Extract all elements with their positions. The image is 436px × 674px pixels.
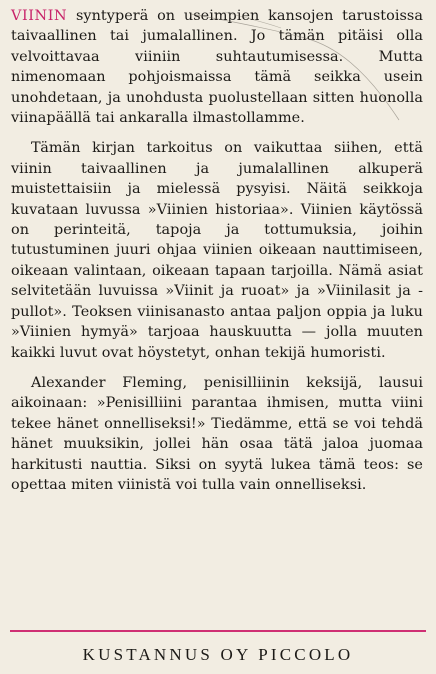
purpose-paragraph: Tämän kirjan tarkoitus on vaikuttaa siihen, että viinin taivaallinen ja jumalallinen alkuperä muistettaisiin ja mielessä pysyisi. Näitä seikkoja kuvataan luvussa »Viinien historiaa». Viinien käytössä on perinteitä, tapoja ja tottumuksia, joihin tutustuminen juuri ohjaa viinien oikeaan nauttimiseen, oikeaan valintaan, oikeaan tapaan tarjoilla. Nämä asiat selvitetään luvuissa »Viinit ja ruoat» ja »Viinilasit ja -pullot». Teoksen viinisanasto antaa paljon oppia ja luku »Viinien hymyä» tarjoaa hauskuutta — jolla muuten kaikki luvut ovat höystetyt, onhan tekijä humoristi.: [11, 140, 423, 361]
intro-paragraph: [11, 6, 423, 128]
divider-rule: [10, 630, 426, 632]
intro-paragraph-text: syntyperä on useimpien kansojen tarustoissa taivaallinen tai jumalallinen. Jo tämän pitäisi olla velvoittavaa viiniin suhtautumisessa. Mutta nimenomaan pohjoismaissa tämä seikka usein unohdetaan, ja unohdusta puolustellaan sitten huonolla viinapäällä tai ankaralla ilmastollamme.: [11, 8, 423, 127]
publisher-name: KUSTANNUS OY PICCOLO: [82, 645, 354, 664]
blurb-text: [11, 6, 423, 495]
fleming-paragraph: Alexander Fleming, penisilliinin keksijä, lausui aikoinaan: »Penisilliini parantaa ihmisen, mutta viini tekee hänet onnelliseksi!» Tiedämme, että se voi tehdä hänet muuksikin, jollei hän osaa tätä jaloa juomaa harkitusti nauttia. Siksi on syytä lukea tämä teos: se opettaa miten viinistä voi tulla vain onnelliseksi.: [11, 374, 423, 493]
lead-word: VIININ: [11, 8, 68, 24]
